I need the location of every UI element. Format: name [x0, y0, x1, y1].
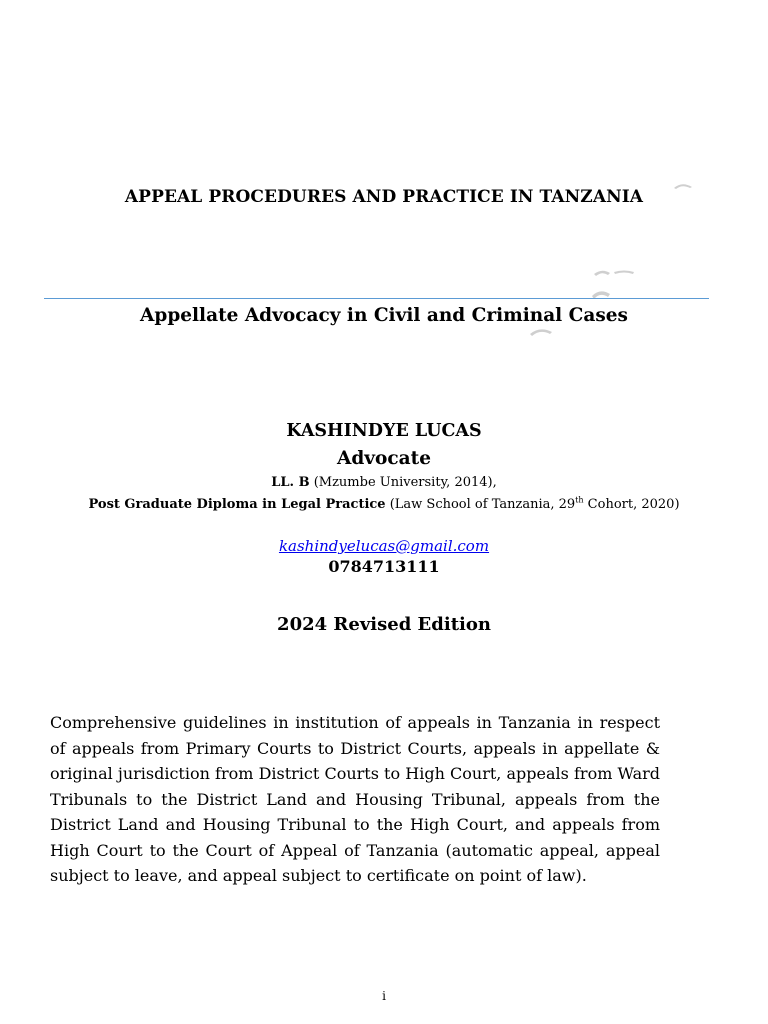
abstract-paragraph: Comprehensive guidelines in institution of appeals in Tanzania in respect of appeals from Primary Courts to District Courts, appeals in appellate & original jurisdiction from District Courts to High Court, appeals from Ward Tribunals to the District Land and Housing Tribunal, appeals from the District Land and Housing Tribunal to the High Court, and appeals from High Court to the Court of Appeal of Tanzania (automatic appeal, appeal subject to leave, and appeal subject to certificate on point of law). [50, 713, 660, 885]
diploma-detail-end: Cohort, 2020) [583, 497, 680, 512]
diploma-label: Post Graduate Diploma in Legal Practice [88, 497, 386, 512]
email-link[interactable]: kashindyelucas@gmail.com [278, 537, 490, 555]
author-degree [0, 475, 768, 490]
author-diploma [0, 497, 768, 512]
ordinal-suffix: th [575, 495, 584, 505]
document-title: APPEAL PROCEDURES AND PRACTICE IN TANZANIA [124, 187, 644, 207]
author-name: KASHINDYE LUCAS [286, 421, 482, 441]
degree-detail: (Mzumbe University, 2014), [309, 475, 497, 490]
title-divider [44, 298, 709, 299]
scan-artifact [528, 326, 554, 336]
scan-artifact [588, 266, 640, 306]
author-phone: 0784713111 [328, 557, 440, 576]
edition-label: 2024 Revised Edition [277, 614, 491, 635]
document-subtitle: Appellate Advocacy in Civil and Criminal Cases [140, 305, 628, 326]
diploma-detail: (Law School of Tanzania, 29 [385, 497, 576, 512]
author-email [0, 537, 768, 555]
degree-label: LL. B [271, 475, 310, 490]
page-number: i [382, 989, 386, 1003]
author-role: Advocate [337, 448, 431, 469]
